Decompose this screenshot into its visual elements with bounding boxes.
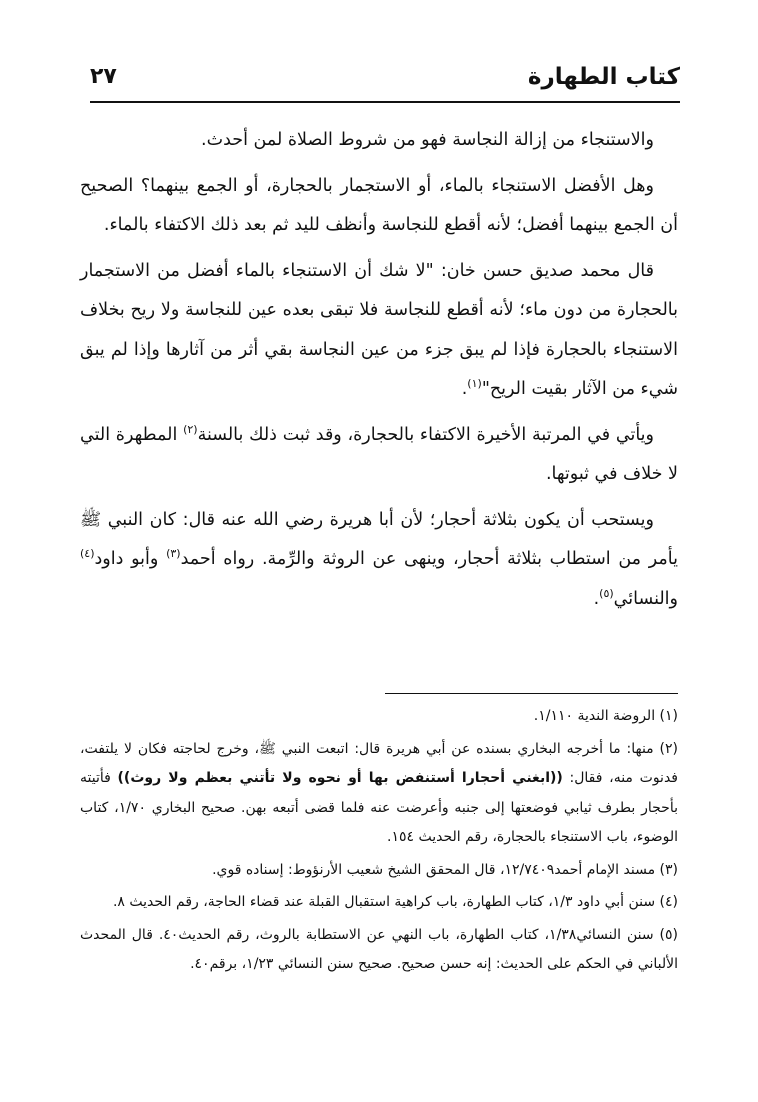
footnote-divider — [385, 693, 678, 694]
paragraph-text: وهل الأفضل الاستنجاء بالماء، أو الاستجمار بالحجارة، أو الجمع بينهما؟ الصحيح أن الجمع بينهما أفضل؛ لأنه أقطع للنجاسة وأنظف لليد ثم بعد ذلك الاكتفاء بالماء. — [80, 175, 678, 235]
footnote-ref[interactable]: (٥) — [599, 586, 614, 600]
paragraph-text: قال محمد صديق حسن خان: "لا شك أن الاستنجاء بالماء أفضل من الاستجمار بالحجارة من دون ماء؛ لأنه أقطع للنجاسة فلا تبقى بعده عين للنجاسة ولا ريح بخلاف الاستنجاء بالحجارة فإذا لم يبق جزء من عين النجاسة بقي أثر من آثارها وإذا لم يبق شيء من الآثار بقيت الريح" — [80, 260, 678, 399]
main-text — [80, 121, 678, 625]
footnote-text: (٢) منها: ما أخرجه البخاري بسنده عن أبي هريرة قال: اتبعت النبي ﷺ، وخرج لحاجته فكان لا يلتفت، فدنوت منه، فقال: — [80, 740, 678, 786]
paragraph-text: ويستحب أن يكون بثلاثة أحجار؛ لأن أبا هريرة رضي الله عنه قال: كان النبي ﷺ يأمر من استطاب بثلاثة أحجار، وينهى عن الروثة والرِّمة. رواه أحمد — [80, 509, 679, 569]
page-number: ٢٧ — [90, 64, 117, 89]
footnote-2 — [80, 735, 678, 853]
footnotes — [80, 702, 678, 983]
footnote-3: (٣) مسند الإمام أحمد١٢/٧٤٠٩، قال المحقق الشيخ شعيب الأرنؤوط: إسناده قوي. — [212, 861, 678, 878]
footnote-5: (٥) سنن النسائي١/٣٨، كتاب الطهارة، باب النهي عن الاستطابة بالروث، رقم الحديث٤٠. قال المحدث الألباني في الحكم على الحديث: إنه حسن صحيح. صحيح سنن النسائي ١/٢٣، برقم٤٠. — [80, 926, 678, 972]
hadith-quote: ((ابغني أحجارا أستنفض بها أو نحوه ولا تأتني بعظم ولا روث)) — [117, 770, 563, 786]
paragraph-text: وأبو داود — [94, 549, 167, 569]
paragraph-text: والنسائي — [613, 588, 678, 609]
paragraph-text: والاستنجاء من إزالة النجاسة فهو من شروط الصلاة لمن أحدث. — [201, 130, 654, 150]
footnote-4: (٤) سنن أبي داود ١/٣، كتاب الطهارة، باب كراهية استقبال القبلة عند قضاء الحاجة، رقم الحديث ٨. — [112, 894, 678, 910]
footnote-1: (١) الروضة الندية ١/١١٠. — [533, 708, 678, 724]
chapter-title: كتاب الطهارة — [527, 64, 680, 90]
paragraph-text: ويأتي في المرتبة الأخيرة الاكتفاء بالحجارة، وقد ثبت ذلك بالسنة — [197, 424, 654, 445]
paragraph-1 — [80, 121, 678, 161]
paragraph-text: . — [593, 588, 600, 609]
paragraph-text: المطهرة التي لا خلاف في ثبوتها. — [80, 424, 678, 484]
footnote-ref[interactable]: (٤) — [80, 547, 95, 561]
footnote-text: فأتيته بأحجار بطرف ثيابي فوضعتها إلى جنبه وأعرضت عنه فلما قضى أتبعه بهن. صحيح البخاري ١/٧٠، كتاب الوضوء، باب الاستنجاء بالحجارة، رقم الحديث ١٥٤. — [80, 770, 678, 845]
paragraph-text: . — [461, 379, 468, 399]
footnote-ref[interactable]: (٢) — [183, 422, 198, 436]
paragraph-2 — [80, 167, 678, 246]
footnote-ref[interactable]: (١) — [467, 377, 482, 391]
paragraph-3 — [80, 252, 678, 410]
header-divider — [90, 101, 680, 103]
page-header — [90, 62, 680, 98]
paragraph-5 — [80, 501, 678, 620]
footnote-ref[interactable]: (٣) — [166, 547, 181, 561]
paragraph-4 — [80, 416, 678, 495]
